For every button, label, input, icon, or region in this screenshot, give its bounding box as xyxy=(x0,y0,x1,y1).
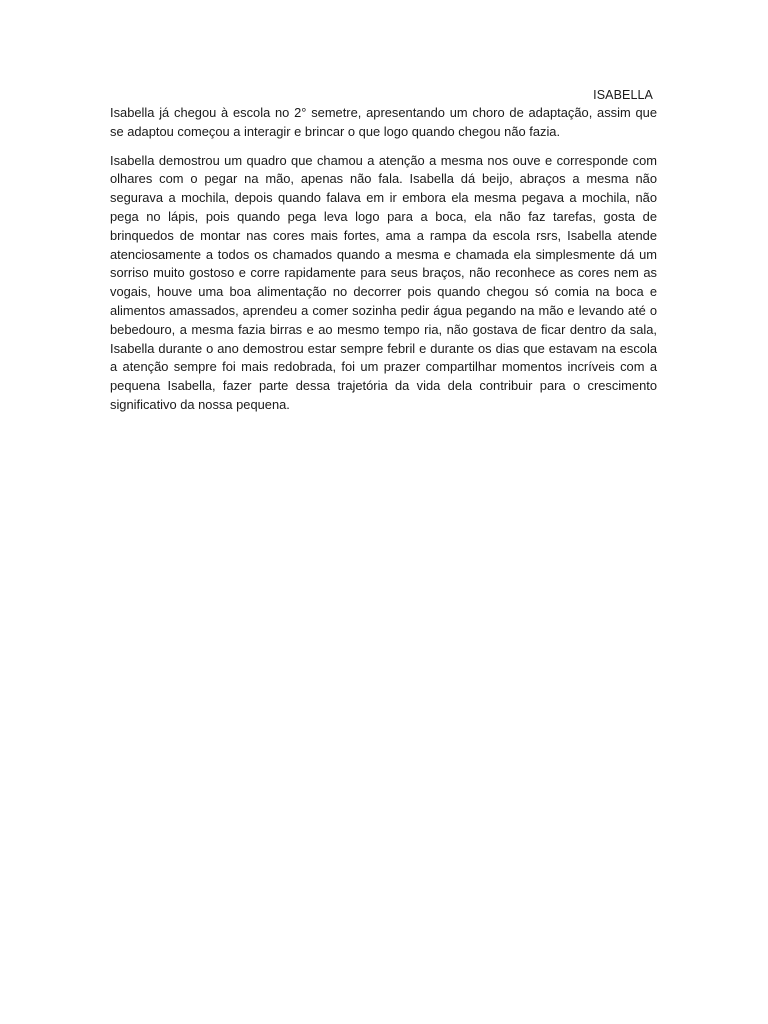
paragraph-development-report: Isabella demostrou um quadro que chamou a atenção a mesma nos ouve e corresponde com olhares com o pegar na mão, apenas não fala. Isabella dá beijo, abraços a mesma não segurava a mochila, depois quando falava em ir embora ela mesma pegava a mochila, não pega no lápis, pois quando pega leva logo para a boca, ela não faz tarefas, gosta de brinquedos de montar nas cores mais fortes, ama a rampa da escola rsrs, Isabella atende atenciosamente a todos os chamados quando a mesma e chamada ela simplesmente dá um sorriso muito gostoso e corre rapidamente para seus braços, não reconhece as cores nem as vogais, houve uma boa alimentação no decorrer pois quando chegou só comia na boca e alimentos amassados, aprendeu a comer sozinha pedir água pegando na mão e levando até o bebedouro, a mesma fazia birras e ao mesmo tempo ria, não gostava de ficar dentro da sala, Isabella durante o ano demostrou estar sempre febril e durante os dias que estavam na escola a atenção sempre foi mais redobrada, foi um prazer compartilhar momentos incríveis com a pequena Isabella, fazer parte dessa trajetória da vida dela contribuir para o crescimento significativo da nossa pequena. xyxy=(110,152,657,412)
document-title: ISABELLA xyxy=(593,88,653,102)
paragraph-adaptation: Isabella já chegou à escola no 2° semetre, apresentando um choro de adaptação, assim que se adaptou começou a interagir e brincar o que logo quando chegou não fazia. xyxy=(110,105,657,139)
document-body xyxy=(110,86,657,415)
